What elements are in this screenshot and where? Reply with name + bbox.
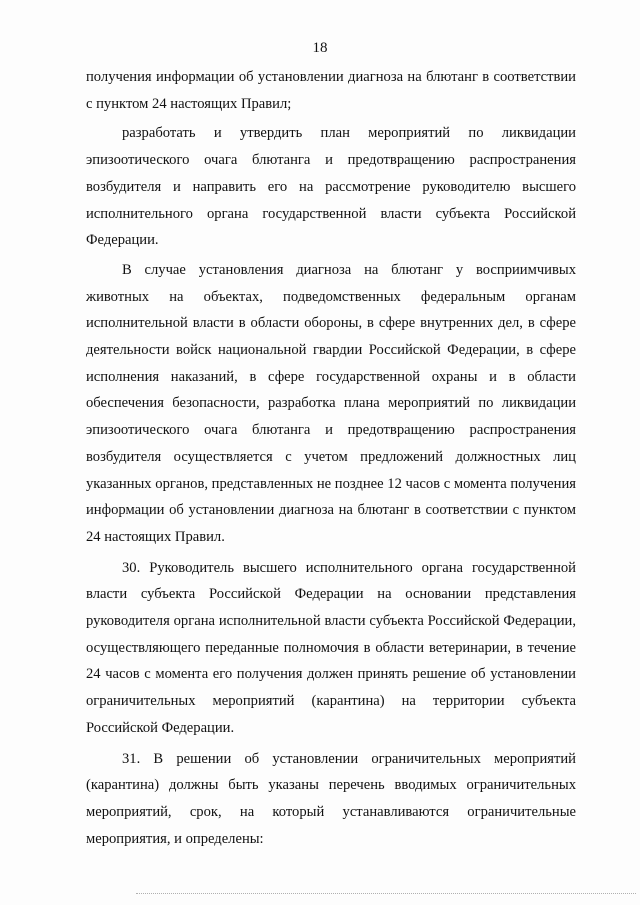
paragraph-develop-plan: разработать и утвердить план мероприятий по ликвидации эпизоотического очага блютанга и предотвращению распространения возбудителя и направить его на рассмотрение руководителю высшего исполнительного органа государственной власти субъекта Российской Федерации. [86,125,576,249]
paragraph-item-30: 30. Руководитель высшего исполнительного органа государственной власти субъекта Российской Федерации на основании представления руководителя органа исполнительной власти субъекта Российской Федерации, осуществляющего переданные полномочия в области ветеринарии, в течение 24 часов с момента его получения должен принять решение об установлении ограничительных мероприятий (карантина) на территории субъекта Российской Федерации. [86,559,576,736]
paragraph-item-31: 31. В решении об установлении ограничительных мероприятий (карантина) должны быть указаны перечень вводимых ограничительных мероприятий, срок, на который устанавливаются ограничительные мероприятия, и определены: [86,750,576,847]
bottom-scan-line [136,893,636,894]
paragraph-federal-objects: В случае установления диагноза на блютанг у восприимчивых животных на объектах, подведомственных федеральным органам исполнительной власти в области обороны, в сфере внутренних дел, в сфере деятельности войск национальной гвардии Российской Федерации, в сфере исполнения наказаний, в сфере государственной охраны и в области обеспечения безопасности, разработка плана мероприятий по ликвидации эпизоотического очага блютанга и предотвращению распространения возбудителя осуществляется с учетом предложений должностных лиц указанных органов, представленных не позднее 12 часов с момента получения информации об установлении диагноза на блютанг в соответствии с пунктом 24 настоящих Правил. [86,261,576,545]
page-number: 18 [312,40,328,56]
paragraph-continuation: получения информации об установлении диагноза на блютанг в соответствии с пунктом 24 настоящих Правил; [86,69,576,112]
document-text [86,64,576,852]
